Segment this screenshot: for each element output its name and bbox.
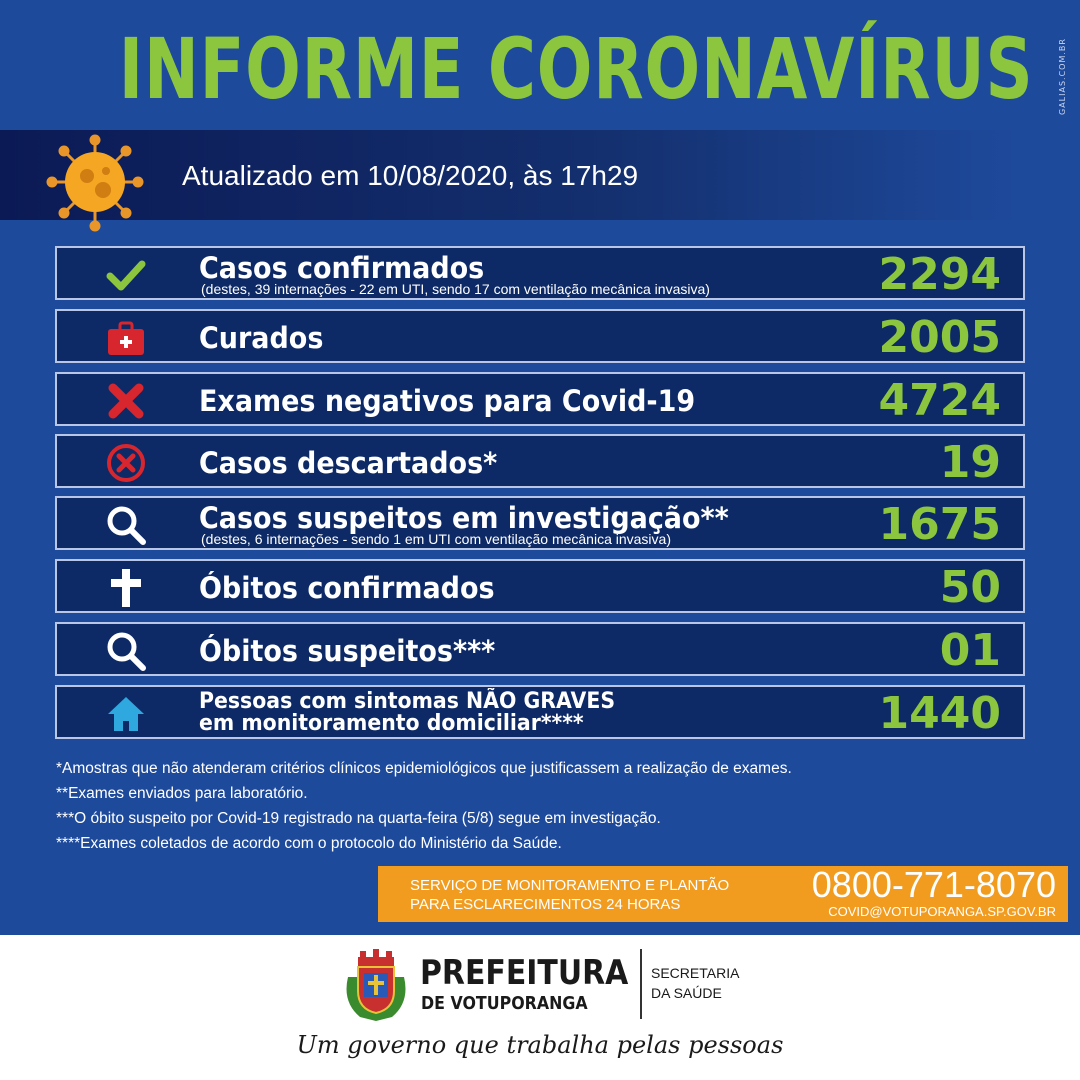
footnote: *Amostras que não atenderam critérios clínicos epidemiológicos que justificassem a realização de exames. <box>56 760 792 777</box>
stat-row-discarded <box>55 434 1025 488</box>
stat-value: 19 <box>939 437 1001 488</box>
credit-text: GALIAS.COM.BR <box>1058 38 1067 115</box>
org-name-sub: DE VOTUPORANGA <box>421 993 588 1014</box>
footnote: ***O óbito suspeito por Covid-19 registrado na quarta-feira (5/8) segue em investigação. <box>56 810 661 827</box>
stat-label: Casos descartados* <box>199 446 498 480</box>
footnote: **Exames enviados para laboratório. <box>56 785 308 802</box>
stat-value: 2005 <box>878 312 1001 363</box>
first-aid-kit-icon <box>105 317 147 359</box>
circled-x-icon <box>105 442 147 484</box>
cross-icon <box>105 567 147 609</box>
department-name-sub: DA SAÚDE <box>651 985 722 1001</box>
stat-label: Exames negativos para Covid-19 <box>199 384 696 418</box>
hotline-phone[interactable]: 0800-771-8070 <box>811 864 1056 905</box>
stat-label: Óbitos confirmados <box>199 571 495 605</box>
hotline-label <box>410 876 729 914</box>
stat-value: 4724 <box>878 375 1001 426</box>
stat-value: 01 <box>939 625 1001 676</box>
stat-value: 1440 <box>878 688 1001 739</box>
stat-sublabel: (destes, 6 internações - sendo 1 em UTI com ventilação mecânica invasiva) <box>201 531 671 547</box>
stat-value: 2294 <box>878 249 1001 300</box>
check-icon <box>105 254 147 296</box>
house-icon <box>105 693 147 735</box>
divider <box>640 949 642 1019</box>
stat-label-line: Pessoas com sintomas NÃO GRAVES <box>199 689 616 714</box>
stat-label-line: em monitoramento domiciliar**** <box>199 711 584 736</box>
footnote: ****Exames coletados de acordo com o protocolo do Ministério da Saúde. <box>56 835 562 852</box>
magnifier-icon <box>105 630 147 672</box>
city-crest-icon <box>340 947 412 1023</box>
department-name: SECRETARIA <box>651 965 740 981</box>
stat-row-deaths <box>55 559 1025 613</box>
stat-label: Casos suspeitos em investigação** <box>199 501 729 535</box>
hotline-email[interactable]: COVID@VOTUPORANGA.SP.GOV.BR <box>828 904 1056 919</box>
stat-row-home-monitoring <box>55 685 1025 739</box>
stat-row-recovered <box>55 309 1025 363</box>
stat-label <box>199 691 615 735</box>
stat-row-confirmed <box>55 246 1025 300</box>
hotline-banner <box>378 866 1068 922</box>
stat-row-negative <box>55 372 1025 426</box>
stat-row-suspected-deaths <box>55 622 1025 676</box>
stat-value: 50 <box>939 562 1001 613</box>
stat-value: 1675 <box>878 499 1001 550</box>
x-icon <box>105 380 147 422</box>
stat-label: Curados <box>199 321 324 355</box>
virus-icon <box>40 132 150 232</box>
stat-row-suspected <box>55 496 1025 550</box>
slogan: Um governo que trabalha pelas pessoas <box>296 1031 784 1059</box>
update-timestamp: Atualizado em 10/08/2020, às 17h29 <box>182 160 639 191</box>
hotline-label-line: PARA ESCLARECIMENTOS 24 HORAS <box>410 896 681 913</box>
org-name: PREFEITURA <box>420 953 629 993</box>
footer-logo-area <box>0 935 1080 1080</box>
magnifier-icon <box>105 504 147 546</box>
hotline-label-line: SERVIÇO DE MONITORAMENTO E PLANTÃO <box>410 877 730 894</box>
page-title: INFORME CORONAVÍRUS <box>118 20 1034 118</box>
footnotes <box>56 756 792 856</box>
stat-label: Casos confirmados <box>199 251 485 285</box>
stat-label: Óbitos suspeitos*** <box>199 634 496 668</box>
stat-sublabel: (destes, 39 internações - 22 em UTI, sendo 17 com ventilação mecânica invasiva) <box>201 281 710 297</box>
